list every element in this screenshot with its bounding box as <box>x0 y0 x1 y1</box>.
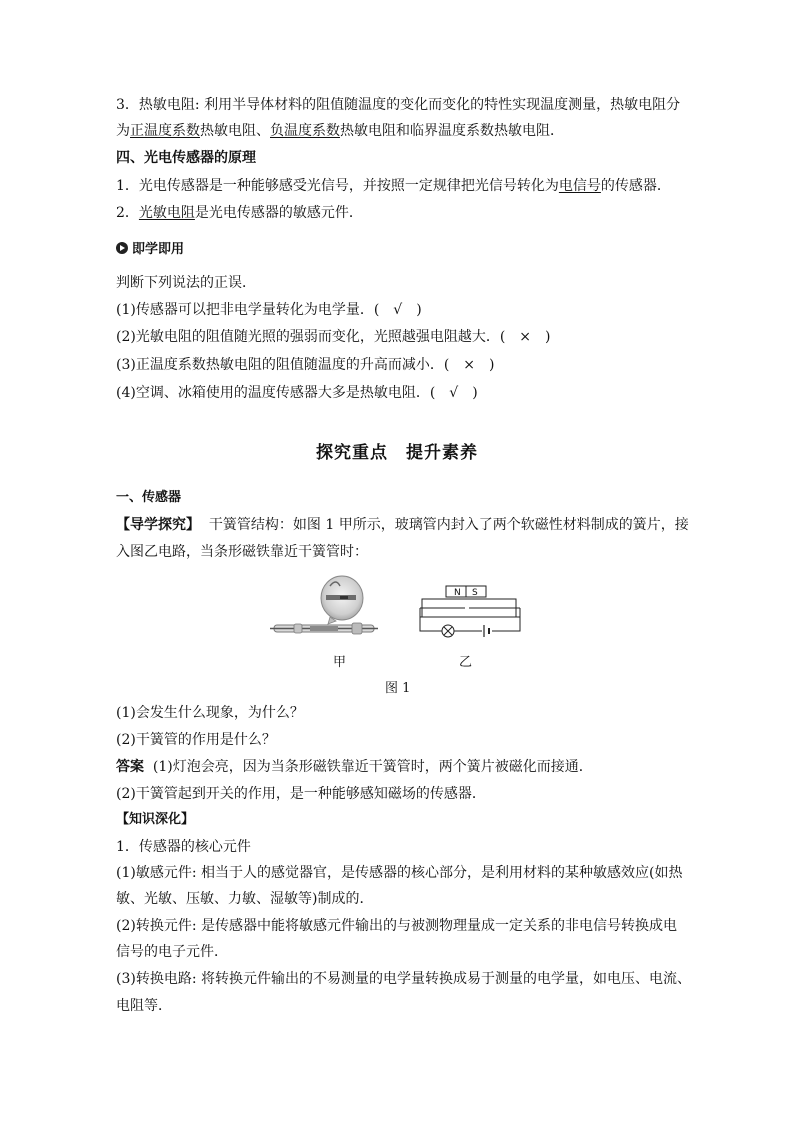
section4-heading: 四、光电传感器的原理 <box>116 150 256 166</box>
check-mark: √ <box>449 385 459 401</box>
practice-item-text: (4)空调、冰箱使用的温度传感器大多是热敏电阻．( <box>116 385 436 401</box>
underlined-term-electric-signal: 电信号 <box>558 178 601 194</box>
practice-item-3 <box>116 355 495 375</box>
section4-item2 <box>116 203 363 223</box>
practice-intro: 判断下列说法的正误． <box>116 275 256 291</box>
magnet-north-label: N <box>454 588 461 598</box>
thermistor-paragraph-line1: 3．热敏电阻: 利用半导体材料的阻值随温度的变化而变化的特性实现温度测量，热敏电阻分 <box>116 97 681 113</box>
deepen-item3-line1: (3)转换电路: 将转换元件输出的不易测量的电学量转换成易于测量的电学量，如电压、电流、 <box>116 971 691 987</box>
practice-tag-label: 即学即用 <box>132 242 185 257</box>
deepen-item1-line2: 敏、光敏、压敏、力敏、湿敏等)制成的． <box>116 891 374 907</box>
part1-heading: 一、传感器 <box>116 490 182 505</box>
text-segment: 1．光电传感器是一种能够感受光信号，并按照一定规律把光信号转化为 <box>116 178 559 194</box>
figure-label-b: 乙 <box>459 655 473 670</box>
figure-caption: 图 1 <box>385 681 411 696</box>
text-segment: 是光电传感器的敏感元件． <box>194 205 363 221</box>
reed-switch-circuit <box>420 586 520 637</box>
answer-line2: (2)干簧管起到开关的作用，是一种能够感知磁场的传感器． <box>116 786 486 802</box>
guide-text: 干簧管结构：如图 1 甲所示，玻璃管内封入了两个软磁性材料制成的簧片，接 <box>208 517 689 533</box>
text-segment: 2． <box>116 205 139 221</box>
underlined-term-positive-temp: 正温度系数 <box>130 123 200 139</box>
guide-line1 <box>116 515 689 535</box>
deepen-title: 1．传感器的核心元件 <box>116 839 251 855</box>
underlined-term-photoresistor: 光敏电阻 <box>138 205 195 221</box>
practice-item-close: ) <box>545 329 551 345</box>
check-mark: √ <box>393 302 403 318</box>
guide-tag: 【导学探究】 <box>116 517 200 533</box>
practice-item-4 <box>116 383 478 403</box>
deepen-item2-line1: (2)转换元件: 是传感器中能将敏感元件输出的与被测物理量成一定关系的非电信号转换成电 <box>116 918 677 934</box>
practice-item-text: (2)光敏电阻的阻值随光照的强弱而变化，光照越强电阻越大．( <box>116 329 506 345</box>
question-1: (1)会发生什么现象，为什么？ <box>116 705 304 721</box>
answer-line1 <box>116 757 593 777</box>
practice-item-close: ) <box>416 302 422 318</box>
reed-switch-photo <box>270 576 378 634</box>
text-segment: 的传感器． <box>600 178 671 194</box>
practice-item-text: (1)传感器可以把非电学量转化为电学量．( <box>116 302 380 318</box>
practice-item-close: ) <box>489 357 495 373</box>
practice-item-text: (3)正温度系数热敏电阻的阻值随温度的升高而减小．( <box>116 357 450 373</box>
deepen-item3-line2: 电阻等． <box>116 998 172 1014</box>
guide-line2: 入图乙电路，当条形磁铁靠近干簧管时： <box>116 544 368 560</box>
section-title: 探究重点 提升素养 <box>316 443 478 463</box>
play-circle-icon <box>116 242 128 254</box>
thermistor-paragraph-line2 <box>116 121 564 141</box>
magnet-south-label: S <box>472 588 478 598</box>
practice-item-2 <box>116 327 551 347</box>
cross-mark: × <box>519 329 532 345</box>
deepen-item2-line2: 信号的电子元件． <box>116 944 228 960</box>
circuit-wire-loop <box>420 617 520 631</box>
practice-item-close: ) <box>472 385 478 401</box>
answer-text: (1)灯泡会亮，因为当条形磁铁靠近干簧管时，两个簧片被磁化而接通． <box>152 759 593 775</box>
figure-label-a: 甲 <box>333 655 347 670</box>
cross-mark: × <box>463 357 476 373</box>
text-segment: 热敏电阻、 <box>200 123 270 139</box>
text-segment: 热敏电阻和临界温度系数热敏电阻． <box>340 123 564 139</box>
practice-tag <box>116 240 184 260</box>
text-segment: 为 <box>116 123 130 139</box>
question-2: (2)干簧管的作用是什么？ <box>116 732 276 748</box>
deepen-tag: 【知识深化】 <box>116 812 195 827</box>
answer-tag: 答案 <box>116 759 144 775</box>
practice-item-1 <box>116 300 422 320</box>
section4-item1 <box>116 176 671 196</box>
underlined-term-negative-temp: 负温度系数 <box>270 123 340 139</box>
reed-switch-figure <box>270 572 530 644</box>
deepen-item1-line1: (1)敏感元件: 相当于人的感觉器官，是传感器的核心部分，是利用材料的某种敏感效应(如热 <box>116 865 683 881</box>
